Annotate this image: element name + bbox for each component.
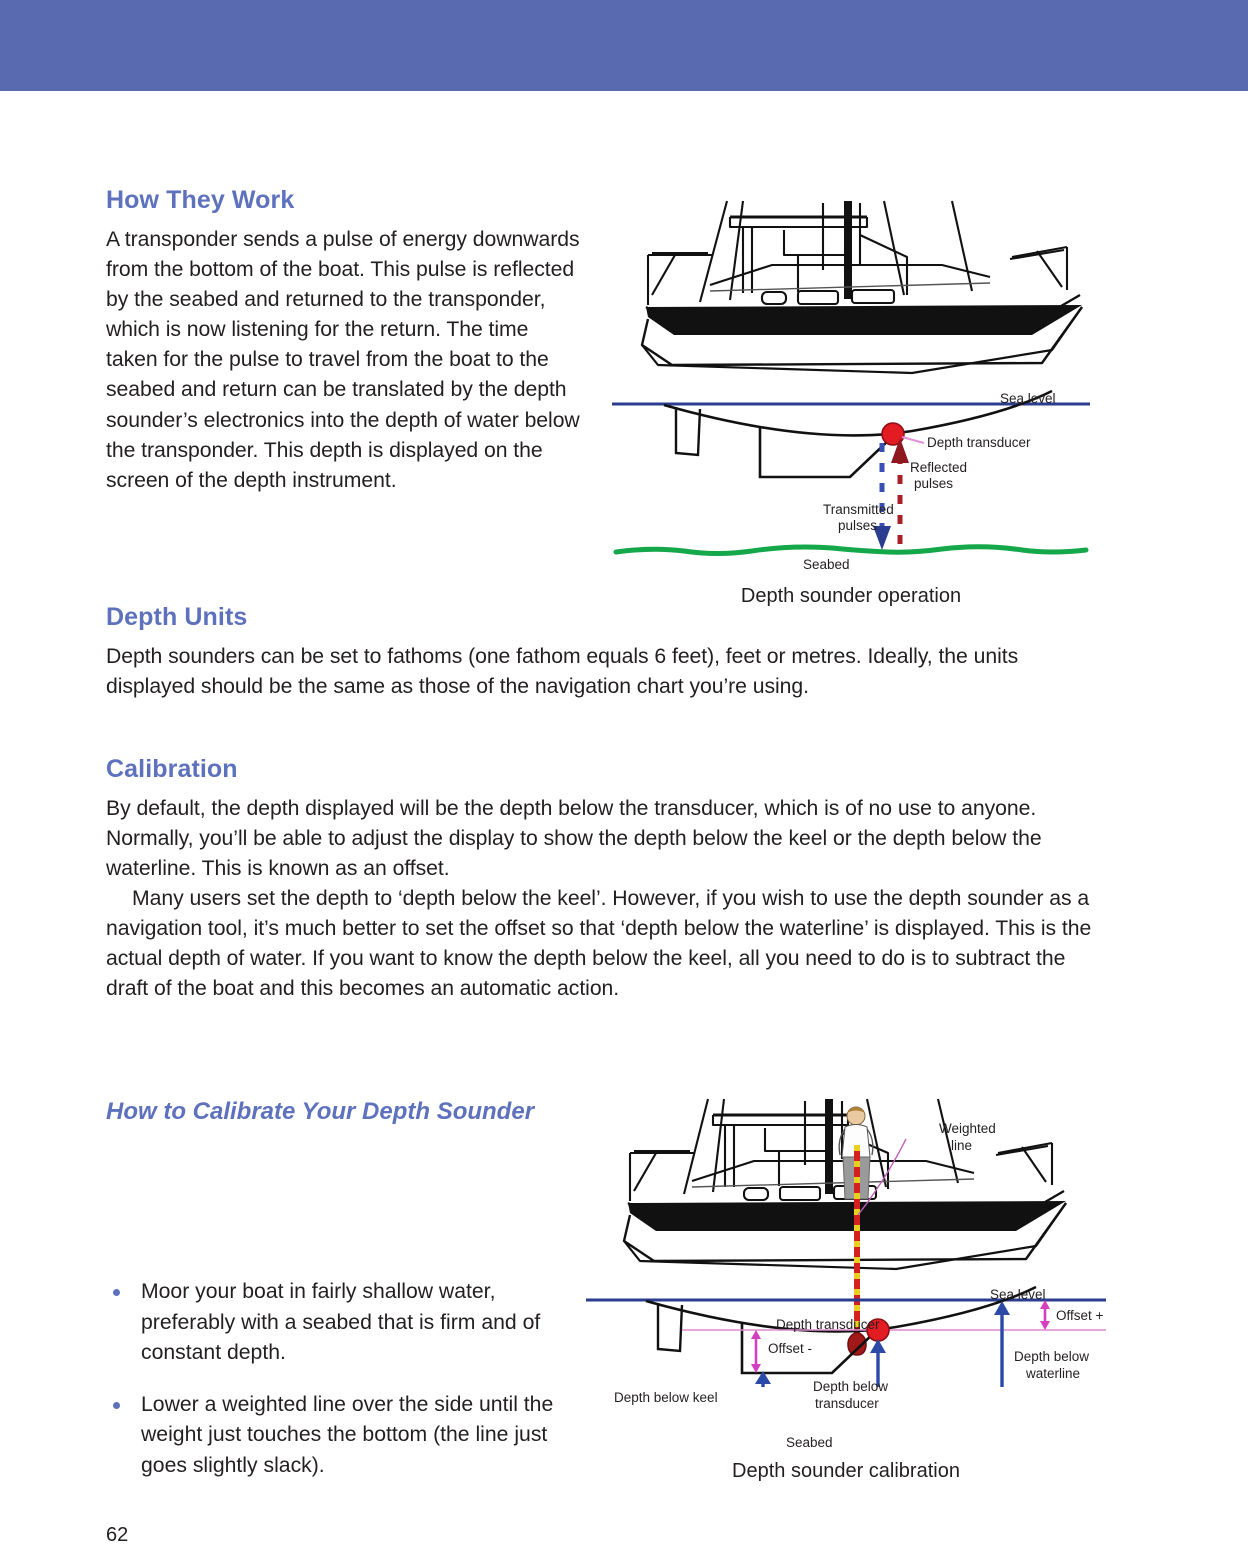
bullet-dot-icon: [113, 1402, 120, 1409]
paragraph-calibration-1: By default, the depth displayed will be the depth below the transducer, which is of no use to anyone. Normally, you’ll be able to adjust the display to show the depth below the keel or the depth below the waterline. This is known as an offset.: [106, 797, 1042, 881]
figure-depth-sounder-calibration: [586, 1087, 1106, 1482]
label-reflected-pulses-line1: Reflected: [910, 460, 968, 475]
label-depth-below-transducer-2: transducer: [815, 1396, 879, 1411]
label-sea-level: Sea level: [990, 1287, 1046, 1302]
label-depth-below-waterline-2: waterline: [1026, 1366, 1081, 1381]
heading-depth-units: Depth Units: [106, 603, 248, 631]
paragraph-depth-units: Depth sounders can be set to fathoms (one fathom equals 6 feet), feet or metres. Ideally, the units displayed should be the same as those of the navigation chart you’re using.: [106, 645, 1019, 699]
page-body: [0, 91, 1248, 1546]
label-transmitted-pulses-line2: pulses: [838, 518, 878, 533]
offset-plus-arrow: [1040, 1300, 1050, 1330]
paragraph-how-they-work: A transponder sends a pulse of energy downwards from the bottom of the boat. This pulse is reflected by the seabed and returned to the transponder, which is now listening for the return. The time taken for the pulse to travel from the boat to the seabed and return can be translated by the depth sounder’s electronics into the depth of water below the transponder. This depth is displayed on the screen of the depth instrument.: [106, 228, 580, 492]
calibration-steps-list: [106, 1277, 576, 1503]
paragraph-calibration-2: Many users set the depth to ‘depth below the keel’. However, if you wish to use the depth sounder as a navigation tool, it’s much better to set the offset so that ‘depth below the waterline’ is displayed. This is the actual depth of water. If you want to know the depth below the keel, all you need to do is to subtract the draft of the boat and this becomes an automatic action.: [106, 887, 1092, 1001]
label-weighted-line-2: line: [951, 1138, 973, 1153]
list-item-text: Lower a weighted line over the side until the weight just touches the bottom (the line just goes slightly slack).: [141, 1392, 554, 1477]
label-seabed: Seabed: [803, 557, 850, 572]
label-reflected-pulses-line2: pulses: [914, 476, 954, 491]
heading-how-they-work: How They Work: [106, 186, 295, 214]
label-depth-transducer: Depth transducer: [776, 1317, 880, 1332]
heading-calibration: Calibration: [106, 755, 238, 783]
label-offset-plus: Offset +: [1056, 1308, 1104, 1323]
label-depth-below-transducer-1: Depth below: [813, 1379, 889, 1394]
figure-calibration-svg: [586, 1087, 1106, 1387]
list-item: [106, 1390, 576, 1482]
seabed-line: [616, 547, 1086, 554]
transducer-leader-line: [902, 437, 924, 443]
list-item-text: Moor your boat in fairly shallow water, preferably with a seabed that is firm and of constant depth.: [141, 1280, 541, 1365]
label-sea-level: Sea level: [1000, 391, 1056, 406]
list-item: [106, 1277, 576, 1369]
figure-depth-sounder-operation: [612, 195, 1090, 615]
label-seabed: Seabed: [786, 1435, 833, 1450]
heading-how-to-calibrate: How to Calibrate Your Depth Sounder: [106, 1098, 535, 1125]
caption-depth-sounder-calibration: Depth sounder calibration: [732, 1460, 960, 1482]
label-depth-below-waterline-1: Depth below: [1014, 1349, 1090, 1364]
bullet-dot-icon: [113, 1289, 120, 1296]
page-top-banner: [0, 0, 1248, 91]
label-offset-minus: Offset -: [768, 1341, 813, 1356]
label-depth-transducer: Depth transducer: [927, 435, 1031, 450]
caption-depth-sounder-operation: Depth sounder operation: [740, 585, 962, 607]
offset-minus-arrow: [751, 1330, 761, 1373]
label-depth-below-keel: Depth below keel: [614, 1390, 718, 1405]
page-number: 62: [106, 1524, 129, 1546]
label-weighted-line-1: Weighted: [939, 1121, 996, 1136]
depth-below-waterline-arrow: [994, 1301, 1010, 1387]
hull-underwater: [664, 391, 1052, 435]
label-transmitted-pulses-line1: Transmitted: [823, 502, 894, 517]
sailboat-drawing: [642, 201, 1082, 373]
